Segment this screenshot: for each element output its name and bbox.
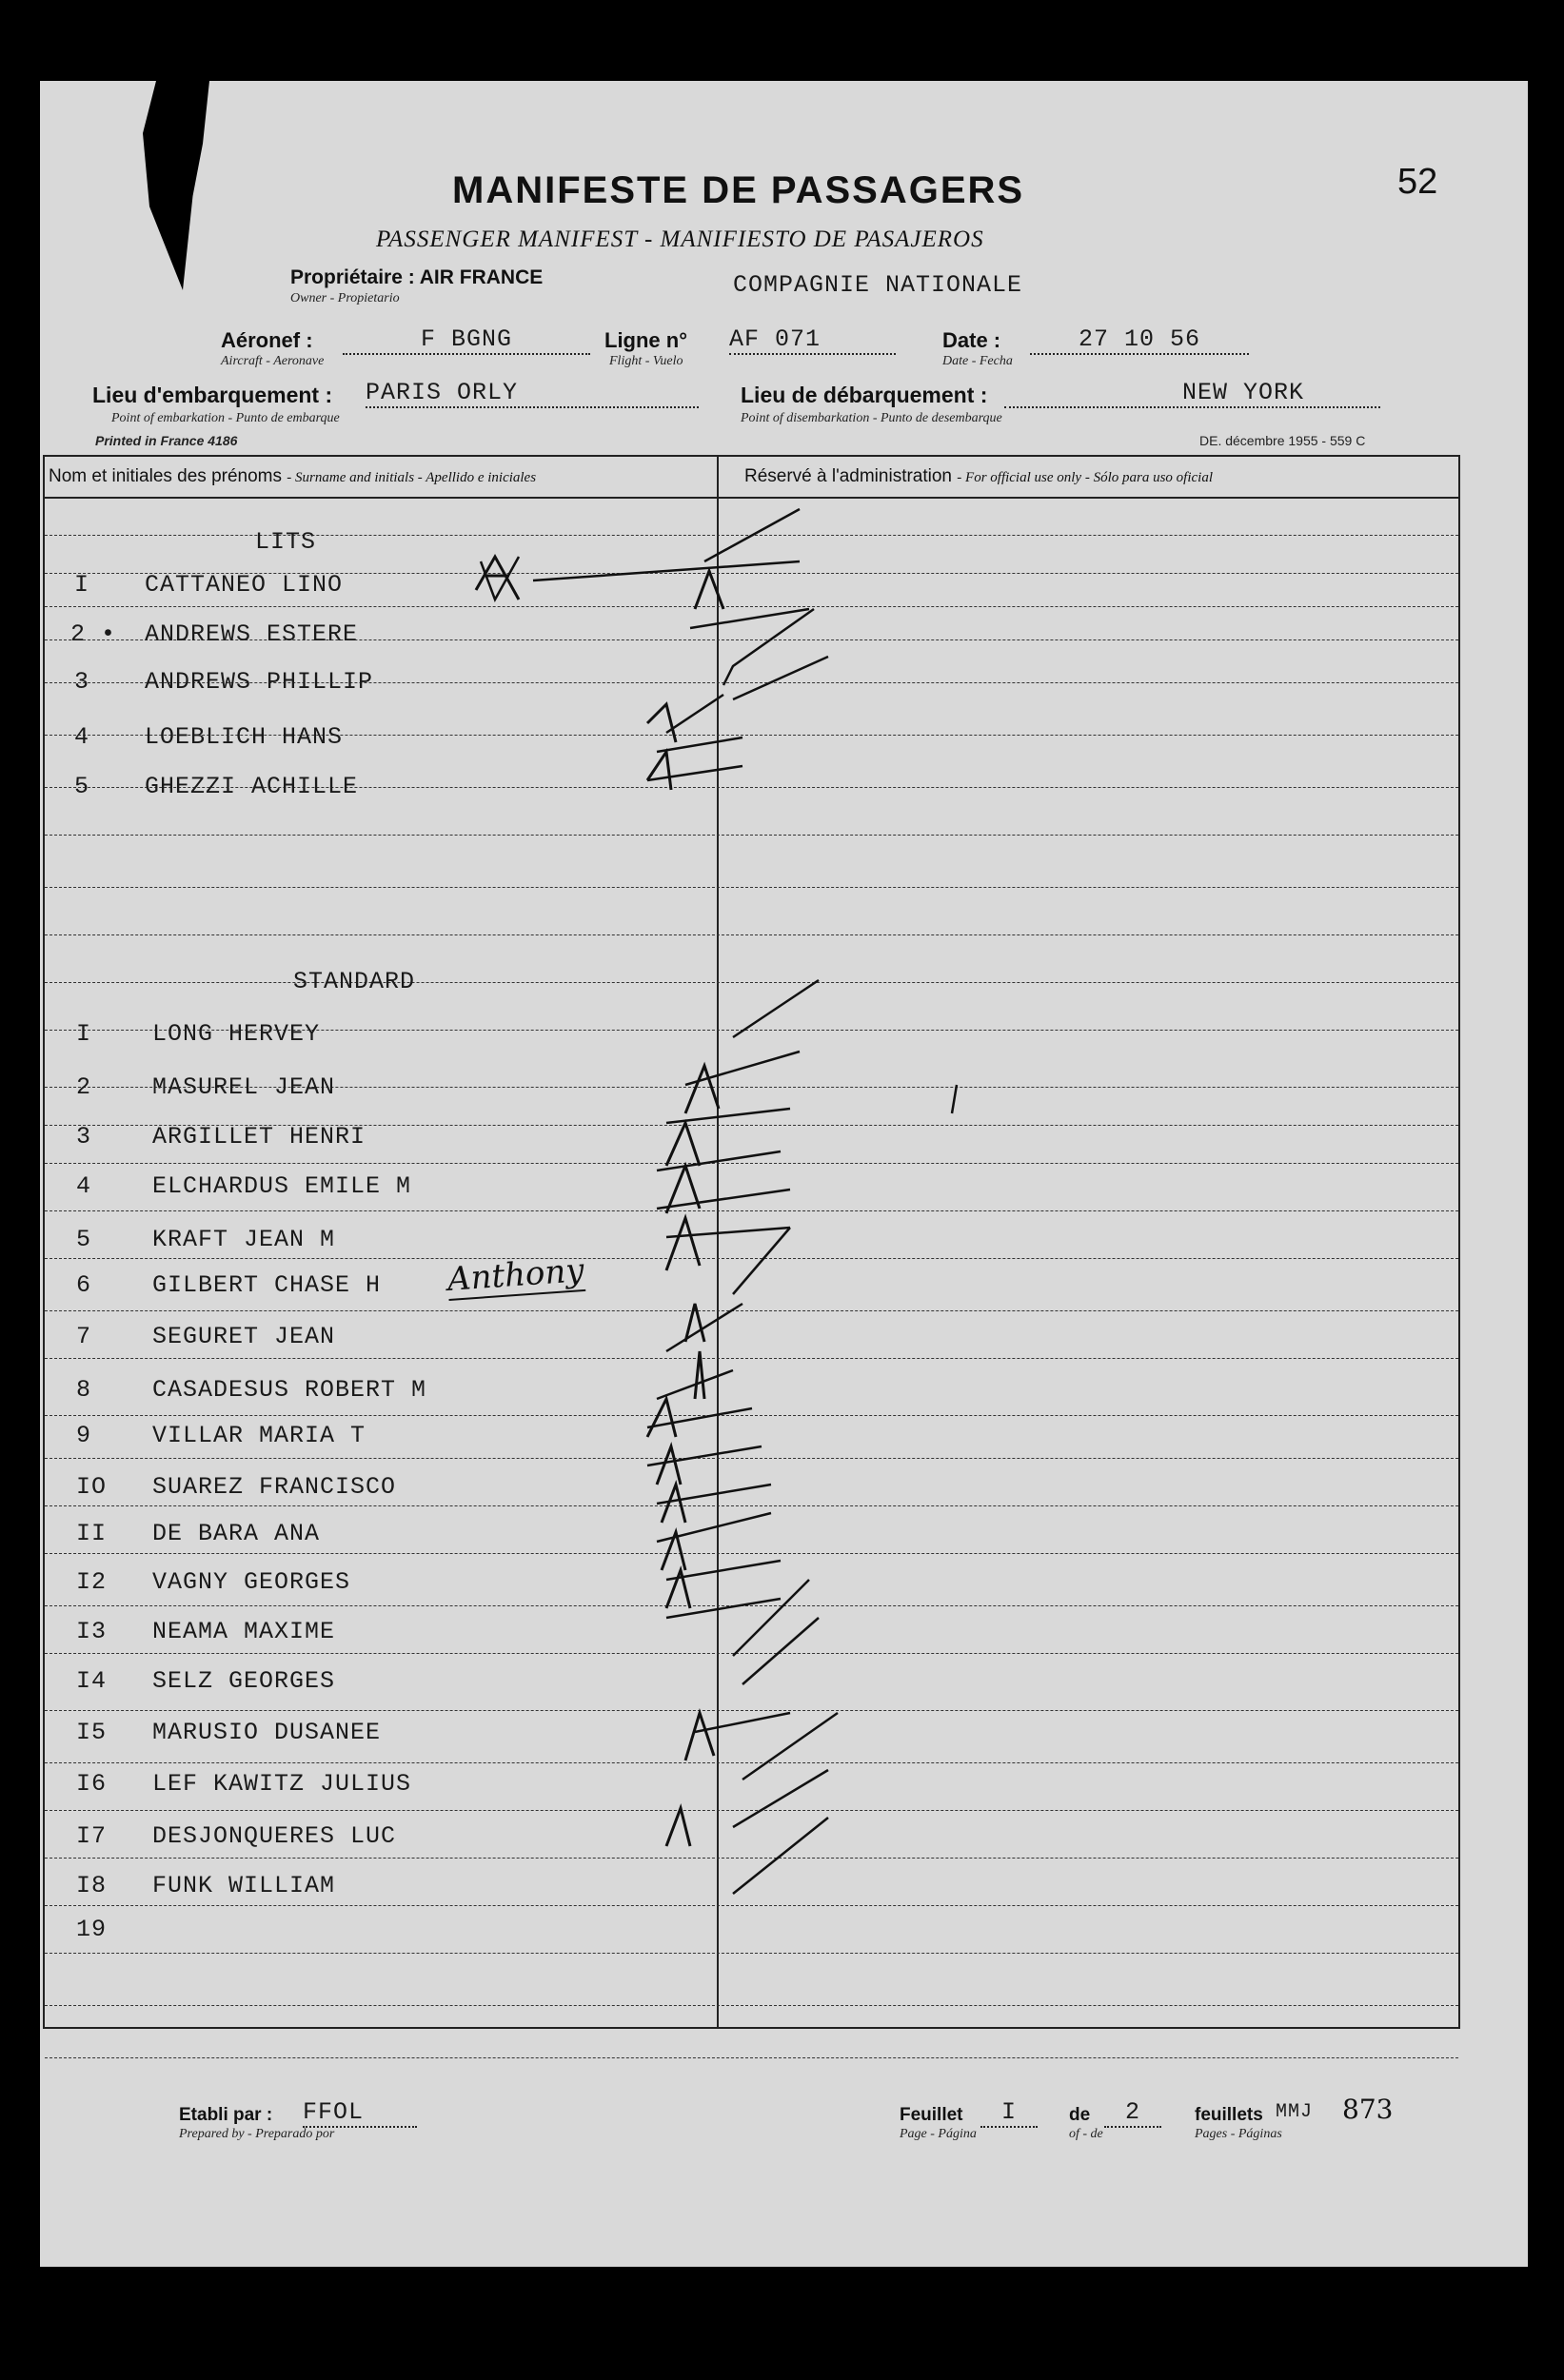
prepared-sub: Prepared by - Preparado por: [179, 2127, 335, 2141]
passenger-name: NEAMA MAXIME: [152, 1618, 336, 1645]
of-sub: of - de: [1069, 2127, 1103, 2141]
row-number: 4: [74, 723, 90, 751]
sheets-label: feuillets: [1195, 2105, 1263, 2125]
form-reference: DE. décembre 1955 - 559 C: [1199, 433, 1366, 448]
owner-sub: Owner - Propietario: [290, 291, 400, 305]
row-number: I7: [76, 1822, 108, 1850]
passenger-name: GILBERT CHASE H: [152, 1271, 382, 1299]
passenger-name: CATTANEO LINO: [145, 571, 344, 599]
passenger-name: CASADESUS ROBERT M: [152, 1376, 427, 1404]
passenger-name: VAGNY GEORGES: [152, 1568, 351, 1596]
row-number: I4: [76, 1667, 108, 1695]
prepared-label: Etabli par :: [179, 2105, 273, 2125]
row-number: 9: [76, 1422, 92, 1449]
passenger-name: ARGILLET HENRI: [152, 1123, 366, 1151]
row-number: 3: [76, 1123, 92, 1151]
passenger-name: FUNK WILLIAM: [152, 1872, 336, 1899]
of-value: 2: [1104, 2098, 1161, 2128]
passenger-name: DESJONQUERES LUC: [152, 1822, 397, 1850]
prepared-value: FFOL: [303, 2098, 417, 2128]
row-number: I5: [76, 1719, 108, 1746]
date-label: Date :: [942, 328, 1001, 352]
owner-label: Propriétaire : AIR FRANCE: [290, 266, 544, 288]
passenger-name: DE BARA ANA: [152, 1520, 321, 1547]
row-number: I3: [76, 1618, 108, 1645]
section-heading-standard: STANDARD: [293, 968, 416, 995]
aircraft-sub: Aircraft - Aeronave: [221, 354, 325, 368]
row-number: IO: [76, 1473, 108, 1501]
column-header-names: Nom et initiales des prénoms - Surname and initials - Apellido e iniciales: [49, 466, 537, 486]
date-value: 27 10 56: [1030, 325, 1249, 355]
embark-label: Lieu d'embarquement :: [92, 383, 333, 407]
aircraft-label: Aéronef :: [221, 328, 313, 352]
row-number: 5: [74, 773, 90, 800]
row-number: 3: [74, 668, 90, 696]
passenger-name: GHEZZI ACHILLE: [145, 773, 359, 800]
passenger-name: LOEBLICH HANS: [145, 723, 344, 751]
flight-value: AF 071: [729, 325, 896, 355]
row-number: I2: [76, 1568, 108, 1596]
sheet-value: I: [980, 2098, 1038, 2128]
page-title: MANIFESTE DE PASSAGERS: [452, 169, 1025, 211]
company-name: COMPAGNIE NATIONALE: [733, 271, 1023, 299]
handwritten-note: Anthony: [445, 1251, 585, 1299]
disembark-label: Lieu de débarquement :: [741, 383, 988, 407]
row-number: I: [74, 571, 90, 599]
row-number: 2: [76, 1073, 92, 1101]
embark-sub: Point of embarkation - Punto de embarque: [111, 411, 340, 425]
sheet-label: Feuillet: [900, 2105, 963, 2125]
row-number: 2 •: [70, 620, 117, 648]
section-heading-lits: LITS: [255, 528, 317, 556]
row-number: 4: [76, 1172, 92, 1200]
row-number: II: [76, 1520, 108, 1547]
stamp-number: 873: [1342, 2094, 1394, 2125]
stamp-code: MMJ: [1276, 2101, 1314, 2123]
row-number: 5: [76, 1226, 92, 1253]
passenger-name: MARUSIO DUSANEE: [152, 1719, 382, 1746]
passenger-name: ANDREWS PHILLIP: [145, 668, 374, 696]
page-subtitle: PASSENGER MANIFEST - MANIFIESTO DE PASAJEROS: [376, 226, 984, 252]
sheet-sub: Page - Página: [900, 2127, 977, 2141]
passenger-name: ELCHARDUS EMILE M: [152, 1172, 412, 1200]
flight-sub: Flight - Vuelo: [609, 354, 683, 368]
of-label: de: [1069, 2105, 1091, 2125]
passenger-name: LONG HERVEY: [152, 1020, 321, 1048]
column-header-official: Réservé à l'administration - For official use only - Sólo para uso oficial: [744, 466, 1214, 486]
passenger-name: LEF KAWITZ JULIUS: [152, 1770, 412, 1798]
passenger-name: VILLAR MARIA T: [152, 1422, 366, 1449]
printed-note: Printed in France 4186: [95, 433, 238, 448]
passenger-name: MASUREL JEAN: [152, 1073, 336, 1101]
passenger-name: ANDREWS ESTERE: [145, 620, 359, 648]
flight-label: Ligne n°: [604, 328, 688, 352]
row-number: I6: [76, 1770, 108, 1798]
passenger-name: KRAFT JEAN M: [152, 1226, 336, 1253]
passenger-name: SUAREZ FRANCISCO: [152, 1473, 397, 1501]
row-number: 6: [76, 1271, 92, 1299]
row-number: 7: [76, 1323, 92, 1350]
date-sub: Date - Fecha: [942, 354, 1013, 368]
passenger-name: SEGURET JEAN: [152, 1323, 336, 1350]
row-number: 8: [76, 1376, 92, 1404]
row-number: I: [76, 1020, 92, 1048]
row-number: 19: [76, 1916, 108, 1943]
embark-value: PARIS ORLY: [366, 379, 699, 408]
disembark-value: NEW YORK: [1004, 379, 1380, 408]
aircraft-value: F BGNG: [343, 325, 590, 355]
page-number: 52: [1397, 162, 1438, 202]
disembark-sub: Point of disembarkation - Punto de desembarque: [741, 411, 1002, 425]
sheets-sub: Pages - Páginas: [1195, 2127, 1282, 2141]
passenger-name: SELZ GEORGES: [152, 1667, 336, 1695]
row-number: I8: [76, 1872, 108, 1899]
